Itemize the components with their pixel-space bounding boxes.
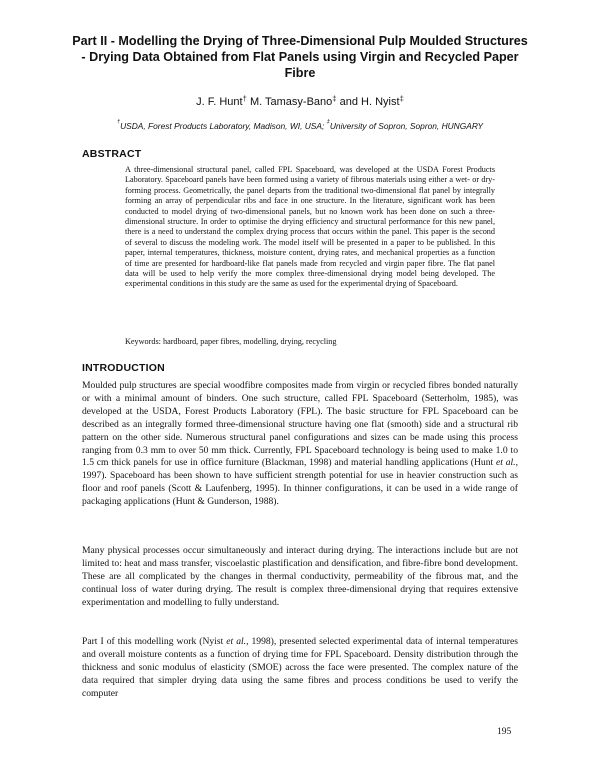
author-name: Tamasy-Bano — [265, 96, 333, 108]
paragraph-text: , 1997). Spaceboard has been shown to have sufficient strength potential for use in heavier construction such as floor and roof panels (Scott & Laufenberg, 1995). In thinner configurations, it can be used in a wide range of packaging applications (Hunt & Gunderson, 1988). — [82, 457, 518, 508]
intro-paragraph-3 — [82, 636, 518, 701]
abstract-text: A three-dimensional structural panel, called FPL Spaceboard, was developed at the USDA Forest Products Laboratory. Spaceboard panels have been formed using a variety of fibrous materials using either a wet- or dry-forming process. Geometrically, the panel departs from the traditional two-dimensional flat panel by integrally forming an array of perpendicular ribs and face in one structure. In the literature, significant work has been conducted to model drying of two-dimensional panels, but no known work has been done on such a three-dimensional structure. In order to optimise the drying efficiency and structural performance for this new panel, there is a need to understand the complex drying process that occurs within the panel. This paper is the second of several to discuss the modeling work. The model itself will be presented in a paper to be published. In this paper, internal temperatures, thickness, moisture content, drying rates, and mechanical properties as a function of time are presented for hardboard-like flat panels made from recycled and virgin paper fibre. The flat panel data will be used to help verify the more complex three-dimensional drying model being developed. The experimental conditions in this study are the same as used for the experimental drying of Spaceboard. — [125, 165, 495, 289]
author-separator: M. — [246, 96, 266, 108]
author-separator: and H. — [336, 96, 376, 108]
paragraph-text: Part I of this modelling work (Nyist — [82, 636, 227, 647]
paragraph-italic: et al. — [226, 636, 247, 647]
affiliation-mark: ‡ — [399, 94, 404, 103]
author-name: Nyist — [375, 96, 400, 108]
author-line — [0, 96, 600, 108]
page-number: 195 — [497, 727, 512, 737]
affiliation-text: University of Sopron, Sopron, HUNGARY — [329, 121, 484, 131]
paragraph-text: Moulded pulp structures are special woodfibre composites made from virgin or recycled fibres bonded naturally or with a minimal amount of binders. One such structure, called FPL Spaceboard (Setterholm, 1985), was developed at the USDA, Forest Products Laboratory (FPL). The basic structure for FPL Spaceboard can be described as an integrally formed three-dimensional structure having one flat (smooth) side and a structural rib pattern on the other side. Numerous structural panel configurations and sizes can be made using this process ranging from 0.3 mm to over 50 mm thick. Currently, FPL Spaceboard technology is being used to make 1.0 to 1.5 cm thick panels for use in office furniture (Blackman, 1998) and material handling applications (Hunt — [82, 380, 518, 469]
paragraph-italic: et al. — [495, 457, 516, 469]
author-name: J. F. Hunt — [196, 96, 243, 108]
introduction-heading: INTRODUCTION — [82, 362, 165, 374]
affiliation-mark: † — [242, 94, 247, 103]
keywords: Keywords: hardboard, paper fibres, modelling, drying, recycling — [125, 337, 337, 346]
paragraph-text: , 1998), presented selected experimental data of internal temperatures and overall moisture contents as a function of drying time for FPL Spaceboard. Density distribution through the thickness and sonic modulus of elasticity (SMOE) across the face were presented. The complex nature of the data required that simpler drying data using the same fibres and process conditions be used to verify the computer — [82, 636, 518, 699]
affiliations — [0, 121, 600, 131]
paper-title: Part II - Modelling the Drying of Three-Dimensional Pulp Moulded Structures - Drying Data Obtained from Flat Panels using Virgin and Recycled Paper Fibre — [72, 34, 528, 80]
intro-paragraph-2: Many physical processes occur simultaneously and interact during drying. The interactions include but are not limited to: heat and mass transfer, viscoelastic plastification and densification, and fibre-fibre bond development. These are all complicated by the changes in thermal conductivity, permeability of the fibrous mat, and the continual loss of water during drying. The result is complex three-dimensional drying that requires extensive experimentation and modelling to fully understand. — [82, 545, 518, 608]
affiliation-mark: ‡ — [332, 94, 337, 103]
affiliation-text: USDA, Forest Products Laboratory, Madison, WI, USA; — [120, 121, 327, 131]
abstract-heading: ABSTRACT — [82, 148, 142, 160]
affiliation-mark: † — [116, 119, 121, 125]
intro-paragraph-1 — [82, 380, 518, 509]
affiliation-mark: ‡ — [326, 119, 330, 125]
